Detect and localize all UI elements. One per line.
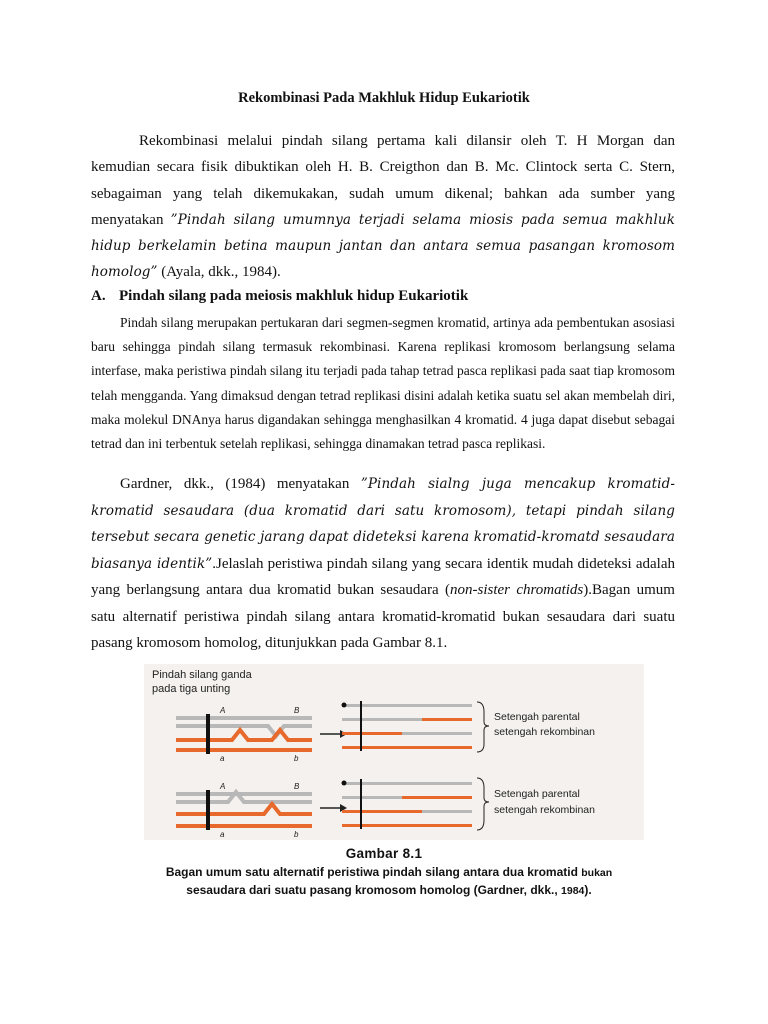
centromere-5 bbox=[342, 781, 347, 786]
chromatid-gray-3 bbox=[176, 792, 312, 796]
section-heading-a bbox=[91, 288, 468, 305]
gene-label-A2: A bbox=[220, 782, 226, 791]
intro-text-2: (Ayala, dkk., 1984). bbox=[157, 264, 281, 281]
centromere-2 bbox=[342, 703, 347, 708]
section-letter: A. bbox=[91, 288, 106, 304]
section-title: Pindah silang pada meiosis makhluk hidup Eukariotik bbox=[119, 288, 469, 304]
result-swap-3 bbox=[402, 796, 472, 799]
result-gray-2 bbox=[342, 718, 422, 721]
result-orange-3 bbox=[342, 810, 422, 813]
centromere-3 bbox=[360, 701, 362, 751]
result-swap-4 bbox=[422, 810, 472, 813]
figure-label-line2: pada tiga unting bbox=[152, 683, 231, 695]
result1-line1: Setengah parental bbox=[494, 711, 580, 723]
centromere-6 bbox=[360, 779, 362, 829]
paragraph-gardner bbox=[91, 471, 675, 657]
chromatid-orange-4 bbox=[176, 824, 312, 828]
gene-label-B2: B bbox=[294, 782, 300, 791]
gardner-text-3: ).Bagan umum satu alternatif peristiwa pindah silang antara kromatid-kromatid bukan sesaudara dari suatu pasang kromosom homolog, ditunjukkan pada Gambar 8.1. bbox=[91, 582, 675, 651]
chromatid-gray-1 bbox=[176, 716, 312, 720]
figure-label-line1: Pindah silang ganda bbox=[152, 669, 252, 681]
gardner-text-2: .Jelaslah peristiwa pindah silang yang secara identik mudah dideteksi adalah yang berlangsung antara dua kromatid bukan sesaudara ( bbox=[91, 555, 675, 598]
caption-text-1: Bagan umum satu alternatif peristiwa pindah silang antara dua kromatid bbox=[165, 865, 582, 879]
gene-label-b1: b bbox=[294, 754, 299, 763]
result-gray-4 bbox=[342, 796, 402, 799]
result1-line2: setengah rekombinan bbox=[494, 726, 595, 738]
page-title: Rekombinasi Pada Makhluk Hidup Eukariotik bbox=[238, 90, 530, 106]
gardner-text-1: Gardner, dkk., (1984) menyatakan bbox=[120, 476, 361, 492]
gene-label-b2: b bbox=[294, 830, 299, 839]
centromere-1 bbox=[206, 714, 210, 754]
intro-quote: ”Pindah silang umumnya terjadi selama miosis pada semua makhluk hidup berkelamin betina maupun jantan dan antara semua pasangan kromosom homolog” bbox=[91, 211, 675, 281]
chromatid-orange-2 bbox=[176, 748, 312, 752]
crossing-over-figure bbox=[144, 664, 644, 840]
gardner-quote: ”Pindah sialng juga mencakup kromatid-kromatid sesaudara (dua kromatid dari satu kromosom), tetapi pindah silang tersebut secara genetic jarang dapat dideteksi karena kromatid-kromatd sesaudara biasanya identik” bbox=[91, 476, 675, 572]
intro-text-1: Rekombinasi melalui pindah silang pertama kali dilansir oleh T. H Morgan dan kemudian secara fisik dibuktikan oleh H. B. Creigthon dan B. Mc. Clintock serta C. Stern, sebagaiman yang telah dikemukakan, sudah umum dikenal; bahkan ada sumber yang menyatakan bbox=[91, 133, 675, 228]
gardner-term: non-sister chromatids bbox=[450, 582, 584, 598]
paragraph-definition: Pindah silang merupakan pertukaran dari segmen-segmen kromatid, artinya ada pembentukan asosiasi baru sehingga pindah silang termasuk rekombinasi. Karena replikasi kromosom berlangsung selama interfase, maka peristiwa pindah silang itu terjadi pada tahap tetrad pasca replikasi pada saat tiap kromosom telah mengganda. Yang dimaksud dengan tetrad replikasi disini adalah ketika suatu sel akan membelah diri, maka molekul DNAnya harus digandakan sehingga menghasilkan 4 kromatid. 4 juga dapat disebut sebagai tetrad dan ini terbentuk setelah replikasi, sehingga dinamakan tetrad pasca replikasi. bbox=[91, 315, 675, 452]
figure-caption bbox=[124, 864, 654, 900]
caption-small-1: bukan bbox=[581, 867, 613, 879]
caption-text-2: sesaudara dari suatu pasang kromosom homolog (Gardner, dkk., bbox=[186, 883, 562, 897]
gene-label-a1: a bbox=[220, 754, 225, 763]
caption-text-3: ). bbox=[584, 883, 592, 897]
result-swap-2 bbox=[402, 732, 472, 735]
figure-caption-title: Gambar 8.1 bbox=[345, 846, 423, 861]
result-orange-1 bbox=[342, 732, 402, 735]
result2-line2: setengah rekombinan bbox=[494, 804, 595, 816]
gene-label-a2: a bbox=[220, 830, 225, 839]
result-swap-1 bbox=[422, 718, 472, 721]
caption-small-2: 1984 bbox=[561, 885, 585, 897]
result2-line1: Setengah parental bbox=[494, 788, 580, 800]
gene-label-A1: A bbox=[220, 706, 226, 715]
paragraph-intro bbox=[91, 128, 675, 286]
centromere-4 bbox=[206, 790, 210, 830]
gene-label-B1: B bbox=[294, 706, 300, 715]
